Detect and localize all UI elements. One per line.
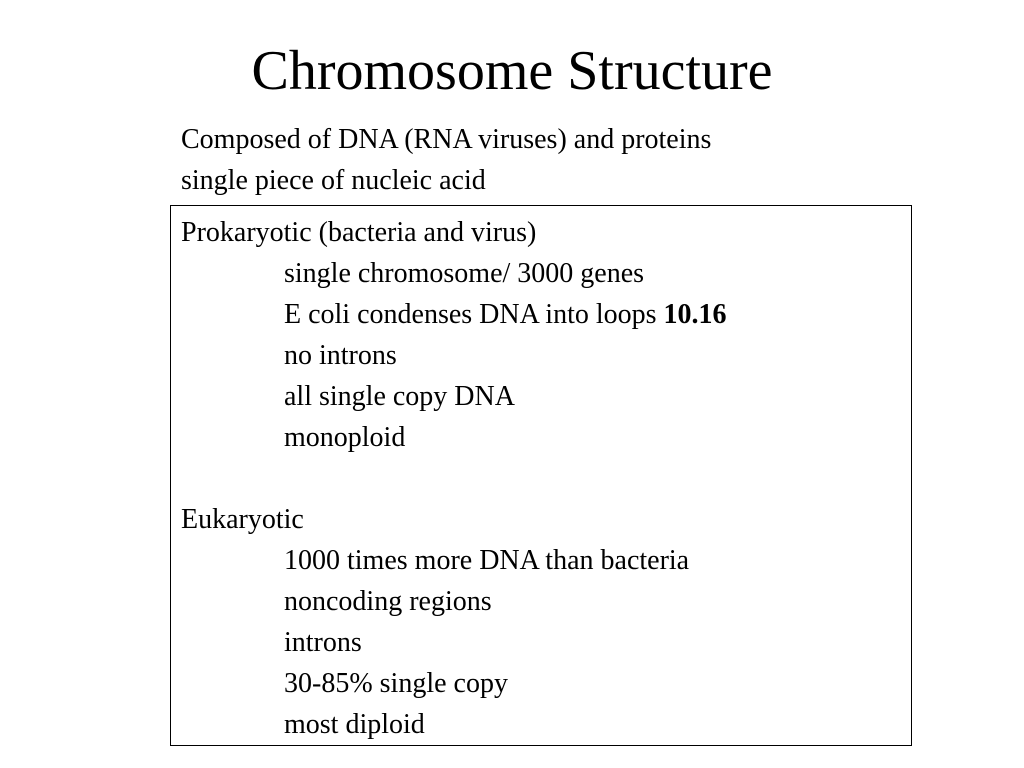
prokaryotic-item-chromosome: single chromosome/ 3000 genes <box>284 258 645 289</box>
prokaryotic-heading: Prokaryotic (bacteria and virus) <box>181 217 537 248</box>
eukaryotic-heading: Eukaryotic <box>181 504 304 535</box>
eukaryotic-item-introns: introns <box>284 627 362 658</box>
intro-line-composition: Composed of DNA (RNA viruses) and proteins <box>181 124 712 155</box>
section-spacer <box>181 458 727 499</box>
figure-reference: 10.16 <box>663 299 727 330</box>
intro-line-nucleic-acid: single piece of nucleic acid <box>181 165 486 196</box>
comparison-content <box>181 212 727 745</box>
prokaryotic-item-loops-text: E coli condenses DNA into loops <box>284 299 664 330</box>
comparison-box <box>170 205 912 746</box>
eukaryotic-item-dna-amount: 1000 times more DNA than bacteria <box>284 545 690 576</box>
eukaryotic-item-diploid: most diploid <box>284 709 425 740</box>
intro-text <box>181 119 711 201</box>
slide-title: Chromosome Structure <box>251 40 773 102</box>
eukaryotic-item-single-copy: 30-85% single copy <box>284 668 508 699</box>
eukaryotic-item-noncoding: noncoding regions <box>284 586 492 617</box>
prokaryotic-item-monoploid: monoploid <box>284 422 406 453</box>
prokaryotic-item-single-copy: all single copy DNA <box>284 381 515 412</box>
prokaryotic-item-introns: no introns <box>284 340 397 371</box>
prokaryotic-item-loops <box>181 294 727 335</box>
